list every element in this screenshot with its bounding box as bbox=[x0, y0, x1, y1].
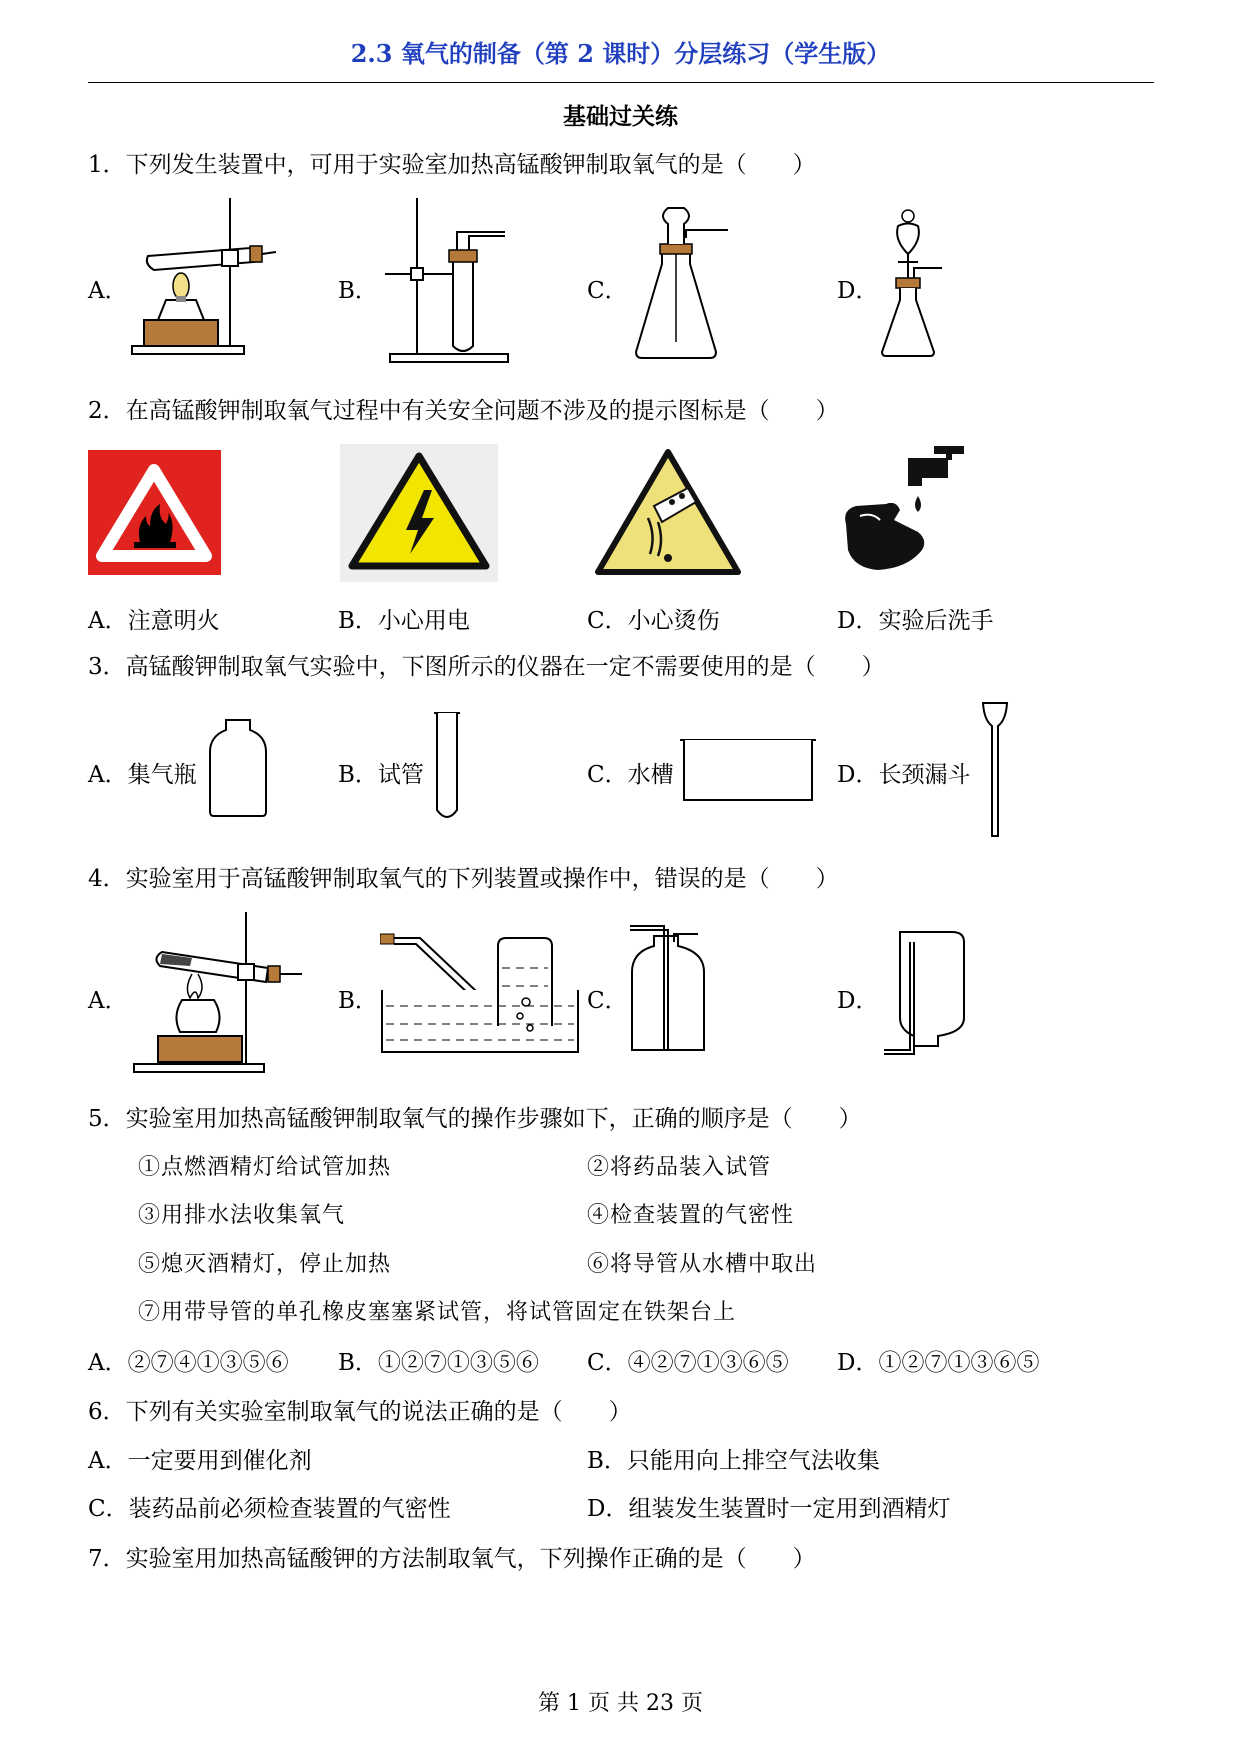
question-2-stem: 2．在高锰酸钾制取氧气过程中有关安全问题不涉及的提示图标是（ ） bbox=[88, 398, 839, 424]
question-6-stem: 6．下列有关实验室制取氧气的说法正确的是（ ） bbox=[88, 1399, 632, 1425]
q1-option-d-label: D． bbox=[837, 278, 879, 304]
q3-option-b-label: B．试管 bbox=[338, 762, 424, 788]
q4-option-d-label: D． bbox=[837, 988, 879, 1014]
q5-option-b-label: B．①②⑦①③⑤⑥ bbox=[338, 1350, 539, 1376]
question-7-stem: 7．实验室用加热高锰酸钾的方法制取氧气，下列操作正确的是（ ） bbox=[88, 1546, 816, 1572]
q5-option-a-label: A．②⑦④①③⑤⑥ bbox=[88, 1350, 289, 1376]
q3-c-water-trough-figure bbox=[680, 736, 816, 804]
q1-c-flask-apparatus-figure bbox=[632, 202, 732, 360]
section-title: 基础过关练 bbox=[563, 103, 678, 130]
q2-option-d-label: D．实验后洗手 bbox=[837, 608, 994, 634]
q5-step-1: ①点燃酒精灯给试管加热 bbox=[138, 1155, 392, 1180]
q5-step-7: ⑦用带导管的单孔橡皮塞塞紧试管，将试管固定在铁架台上 bbox=[138, 1300, 737, 1325]
flammable-warning-icon bbox=[88, 450, 221, 575]
q3-a-gas-collection-bottle-figure bbox=[206, 718, 270, 818]
q4-option-b-label: B． bbox=[338, 988, 378, 1014]
q4-b-water-collection-figure bbox=[380, 930, 580, 1056]
q4-a-heating-apparatus-figure bbox=[132, 910, 312, 1076]
q2-option-b-label: B．小心用电 bbox=[338, 608, 470, 634]
q5-step-3: ③用排水法收集氧气 bbox=[138, 1203, 346, 1228]
q5-step-6: ⑥将导管从水槽中取出 bbox=[587, 1252, 818, 1277]
q3-option-c-label: C．水槽 bbox=[587, 762, 674, 788]
q5-step-2: ②将药品装入试管 bbox=[587, 1155, 772, 1180]
hot-surface-warning-icon bbox=[592, 444, 744, 582]
header-divider bbox=[88, 82, 1154, 83]
q6-option-c-label: C．装药品前必须检查装置的气密性 bbox=[88, 1496, 451, 1522]
q4-option-c-label: C． bbox=[587, 988, 628, 1014]
q3-d-long-neck-funnel-figure bbox=[980, 700, 1010, 838]
q4-c-gas-bottle-figure bbox=[628, 922, 710, 1056]
question-5-stem: 5．实验室用加热高锰酸钾制取氧气的操作步骤如下，正确的顺序是（ ） bbox=[88, 1106, 862, 1132]
q1-option-b-label: B． bbox=[338, 278, 378, 304]
q1-a-heating-apparatus-figure bbox=[130, 196, 280, 356]
q5-step-5: ⑤熄灭酒精灯，停止加热 bbox=[138, 1252, 392, 1277]
q3-option-d-label: D．长颈漏斗 bbox=[837, 762, 971, 788]
q4-option-a-label: A． bbox=[88, 988, 128, 1014]
q6-option-a-label: A．一定要用到催化剂 bbox=[88, 1448, 312, 1474]
q4-d-inverted-bottle-figure bbox=[880, 930, 966, 1060]
q1-b-test-tube-apparatus-figure bbox=[385, 196, 515, 366]
question-3-stem: 3．高锰酸钾制取氧气实验中，下图所示的仪器在一定不需要使用的是（ ） bbox=[88, 654, 885, 680]
q1-option-a-label: A． bbox=[88, 278, 128, 304]
electric-hazard-icon bbox=[340, 444, 498, 582]
page-title: 2.3 氧气的制备（第 2 课时）分层练习（学生版） bbox=[350, 39, 891, 68]
hand-wash-icon bbox=[838, 440, 976, 580]
q1-option-c-label: C． bbox=[587, 278, 628, 304]
page-number-footer: 第 1 页 共 23 页 bbox=[538, 1691, 703, 1716]
question-1-stem: 1．下列发生装置中，可用于实验室加热高锰酸钾制取氧气的是（ ） bbox=[88, 152, 816, 178]
q1-d-separatory-funnel-apparatus-figure bbox=[878, 206, 948, 360]
q6-option-b-label: B．只能用向上排空气法收集 bbox=[587, 1448, 880, 1474]
q3-b-test-tube-figure bbox=[432, 710, 462, 826]
q3-option-a-label: A．集气瓶 bbox=[88, 762, 197, 788]
q5-option-d-label: D．①②⑦①③⑥⑤ bbox=[837, 1350, 1040, 1376]
q5-option-c-label: C．④②⑦①③⑥⑤ bbox=[587, 1350, 789, 1376]
q6-option-d-label: D．组装发生装置时一定用到酒精灯 bbox=[587, 1496, 951, 1522]
q5-step-4: ④检查装置的气密性 bbox=[587, 1203, 795, 1228]
q2-option-a-label: A．注意明火 bbox=[88, 608, 220, 634]
q2-option-c-label: C．小心烫伤 bbox=[587, 608, 720, 634]
question-4-stem: 4．实验室用于高锰酸钾制取氧气的下列装置或操作中，错误的是（ ） bbox=[88, 866, 839, 892]
